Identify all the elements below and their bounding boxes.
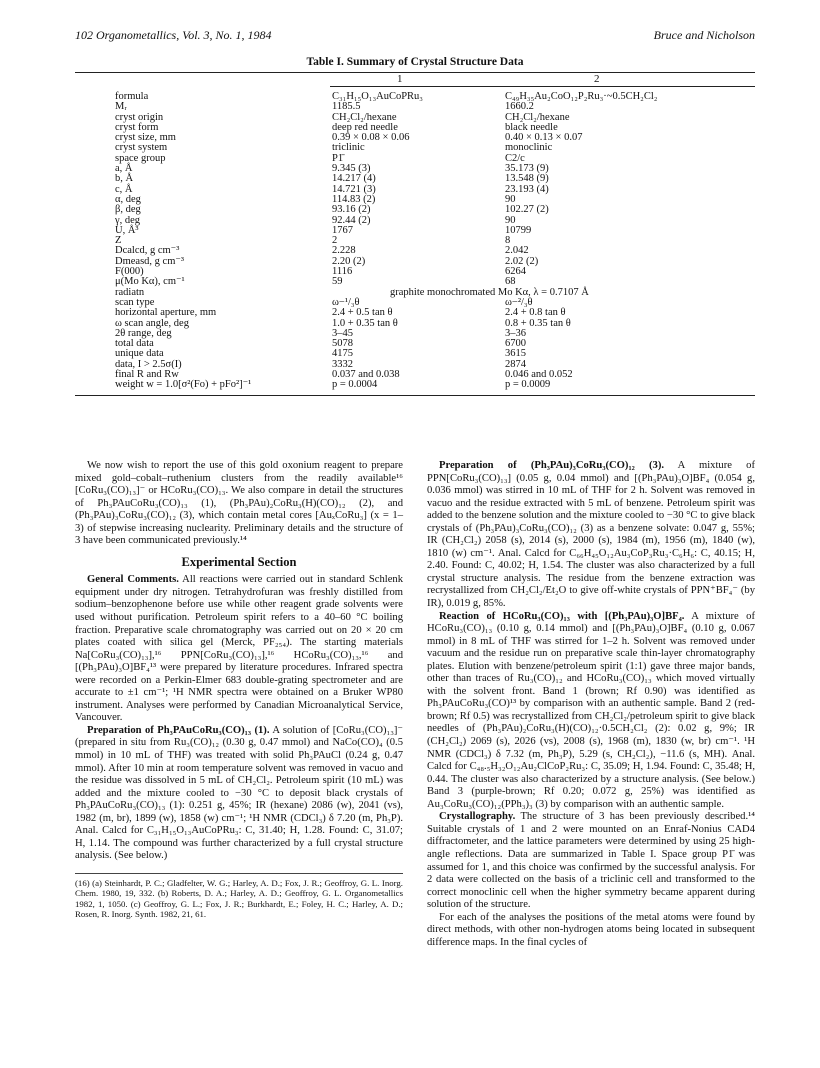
page-number: 102 Organometallics, Vol. 3, No. 1, 1984 [75, 28, 272, 42]
row-value-2: black needle [505, 121, 558, 133]
table-row [115, 319, 715, 329]
row-value-1: 1767 [332, 224, 353, 236]
row-value-2: 0.046 and 0.052 [505, 369, 573, 381]
row-value-1: ω−¹/₃θ [332, 296, 360, 308]
row-label: 2θ range, deg [115, 327, 172, 339]
row-value-1: 1.0 + 0.35 tan θ [332, 317, 398, 329]
row-value-2: 35.173 (9) [505, 163, 549, 175]
intro-paragraph: We now wish to report the use of this gold oxonium reagent to prepare mixed gold–cobalt–ruthenium clusters from the readily available¹⁶ [CoRu₃(CO)₁₃]⁻ or HCoRu₃(CO)₁₃. We also compare in detail the structures of Ph₃PAuCoRu₃(CO)₁₃ (1), (Ph₃PAu)₂CoRu₃(H)(CO)₁₂ (2), and (Ph₃PAu)₃CoRu₃(CO)₁₂ (3), which contain metal cores [AuₓCoRu₃] (x = 1–3) of stepwise increasing nuclearity. Preliminary details and the structure of 3 have been communicated previously.¹⁴ [75, 460, 403, 547]
row-value-2: 102.27 (2) [505, 204, 549, 216]
row-value-1: 3–45 [332, 327, 353, 339]
row-value-2: monoclinic [505, 142, 553, 154]
row-value-2: 13.548 (9) [505, 173, 549, 185]
table-row [115, 267, 715, 277]
row-label: ω scan angle, deg [115, 317, 189, 329]
section-heading: Experimental Section [181, 554, 297, 569]
row-label: μ(Mo Kα), cm⁻¹ [115, 276, 185, 288]
table-row [115, 216, 715, 226]
row-value-1: C₃₁H₁₅O₁₃AuCoPRu₃ [332, 91, 423, 102]
row-value-2: 2.042 [505, 245, 529, 257]
table-row [115, 246, 715, 256]
prep-1-heading: Preparation of Ph₃PAuCoRu₃(CO)₁₃ (1). [87, 724, 270, 736]
row-value-2: 6264 [505, 266, 526, 278]
row-label: cryst size, mm [115, 132, 176, 144]
table-row [115, 164, 715, 174]
row-label: radiatn [115, 286, 145, 298]
row-value-2: 68 [505, 276, 516, 288]
table-top-rule [75, 72, 755, 73]
row-label: γ, deg [115, 214, 141, 226]
row-value-1: 4175 [332, 348, 353, 360]
table-row [115, 113, 715, 123]
crystallography-paragraph [427, 811, 755, 911]
row-value-1: 93.16 (2) [332, 204, 371, 216]
column-header-1: 1 [397, 73, 403, 85]
row-label: formula [115, 91, 149, 102]
table-row [115, 133, 715, 143]
general-comments-paragraph [75, 574, 403, 725]
row-label: c, Å [115, 183, 133, 195]
row-label: Z [115, 235, 122, 247]
row-value-1: 2.20 (2) [332, 255, 366, 267]
row-label: horizontal aperture, mm [115, 307, 217, 319]
row-value-2: 90 [505, 193, 516, 205]
row-value-2: p = 0.0009 [505, 379, 551, 391]
table-caption: Table I. Summary of Crystal Structure Data [306, 56, 524, 68]
row-value-1: 1116 [332, 266, 353, 278]
row-label: cryst form [115, 121, 159, 133]
row-value-2: 6700 [505, 338, 526, 350]
row-value-1: 14.217 (4) [332, 173, 376, 185]
row-value-1: CH₂Cl₂/hexane [332, 111, 397, 123]
table-row [115, 92, 715, 102]
row-label: final R and Rw [115, 369, 179, 381]
row-value-1: 5078 [332, 338, 353, 350]
table-row [115, 185, 715, 195]
row-value-2: 3615 [505, 348, 526, 360]
row-value-2: 23.193 (4) [505, 183, 549, 195]
row-value-2: 1660.2 [505, 101, 534, 113]
table-row [115, 236, 715, 246]
final-paragraph: For each of the analyses the positions of the metal atoms were found by direct methods, with other non-hydrogen atoms being located in subsequent difference maps. In the final cycles of [427, 911, 755, 948]
table-bottom-rule [75, 395, 755, 396]
general-comments-heading: General Comments. [87, 574, 179, 586]
row-value-1: 2.4 + 0.5 tan θ [332, 307, 393, 319]
row-label: Dcalcd, g cm⁻³ [115, 245, 180, 257]
reaction-paragraph [427, 611, 755, 812]
row-label: cryst system [115, 142, 168, 154]
row-value-1: deep red needle [332, 121, 398, 133]
table-row [115, 102, 715, 112]
row-value-1: 114.83 (2) [332, 193, 376, 205]
footnote-text: (16) (a) Steinhardt, P. C.; Gladfelter, W. G.; Harley, A. D.; Fox, J. R.; Geoffroy, G. L. Inorg. Chem. 1980, 19, 332. (b) Roberts, D. A.; Harley, A. D.; Geoffroy, G. L. Organometallics 1982, 1, 1050. (c) Geoffroy, G. L.; Fox, J. R.; Burkhardt, E.; Foley, H. C.; Harley, A. D.; Rosen, R. Inorg. Synth. 1982, 21, 61. [75, 877, 403, 920]
prep-3-paragraph [427, 460, 755, 611]
row-value-1: 9.345 (3) [332, 163, 371, 175]
row-label: weight w = 1.0[σ²(Fo) + pFo²]⁻¹ [115, 379, 252, 391]
row-value-2: 0.40 × 0.13 × 0.07 [505, 132, 583, 144]
row-label: a, Å [115, 163, 133, 175]
table-row [115, 349, 715, 359]
row-value-1: P1̄ [332, 152, 344, 164]
row-label: α, deg [115, 193, 141, 205]
reaction-heading: Reaction of HCoRu₃(CO)₁₃ with [(Ph₃PAu)₃O]BF₄. [439, 610, 685, 622]
row-label: F(000) [115, 266, 144, 278]
row-value-1: triclinic [332, 142, 365, 154]
table-row [115, 380, 715, 390]
table-row [115, 195, 715, 205]
table-row [115, 174, 715, 184]
row-label: cryst origin [115, 111, 164, 123]
row-value-2: ω−²/₃θ [505, 296, 533, 308]
prep-1-text: A solution of [CoRu₃(CO)₁₃]⁻ (prepared in situ from Ru₃(CO)₁₂ (0.30 g, 0.47 mmol) and NaCo(CO)₄ (0.5 mmol) in 10 mL of THF) was treated with solid Ph₃PAuCl (0.24 g, 0.47 mmol). After 10 min at room temperature solvent was removed in vacuo and the residue was dissolved in 5 mL of CH₂Cl₂. Petroleum spirit (10 mL) was added and the mixture cooled to −30 °C to deposit black crystals of Ph₃PAuCoRu₃(CO)₁₃ (1): 0.251 g, 45%; IR (hexane) 2086 (w), 2041 (vs), 1982 (m, br), 1899 (w), 1858 (w) cm⁻¹; ¹H NMR (CDCl₃) δ 7.20 (m, Ph₃P). Anal. Calcd for C₃₁H₁₅O₁₃AuCoPRu₃: C, 31.40; H, 1.28. Found: C, 31.07; H, 1.14. The compound was further characterized by a full crystal structure analysis. (See below.) [75, 724, 404, 862]
row-label: Mᵣ [115, 101, 127, 113]
table-row [115, 257, 715, 267]
row-value-2: 2.02 (2) [505, 255, 539, 267]
row-value-1: 2 [332, 235, 338, 247]
row-value-1: 0.39 × 0.08 × 0.06 [332, 132, 410, 144]
row-value-1: 92.44 (2) [332, 214, 371, 226]
row-value-1: 3332 [332, 358, 353, 370]
row-value-2: CH₂Cl₂/hexane [505, 111, 570, 123]
table-row [115, 288, 715, 298]
row-value-2: C₄₉H₃₅Au₂CoO₁₂P₂Ru₃·~0.5CH₂Cl₂ [505, 91, 658, 102]
row-value-2: 2874 [505, 358, 526, 370]
column-header-rule [330, 86, 755, 87]
row-label: data, I > 2.5σ(I) [115, 358, 182, 370]
table-row [115, 329, 715, 339]
row-value-2: 2.4 + 0.8 tan θ [505, 307, 566, 319]
row-value-1: 1185.5 [332, 101, 361, 113]
row-value-2: 3–36 [505, 327, 526, 339]
prep-1-paragraph [75, 725, 403, 863]
row-value-1: 2.228 [332, 245, 356, 257]
row-label: total data [115, 338, 154, 350]
general-comments-text: All reactions were carried out in standard Schlenk equipment under dry nitrogen. Tetrahydrofuran was freshly distilled from sodium–benzophenone before use while other reagent grade solvents were used without purification. Petroleum spirit refers to a 40–60 °C boiling fraction. Preparative scale chromatography was carried out on 20 × 20 cm plates coated with silica gel (Merck, PF₂₅₄). The starting materials Na[CoRu₃(CO)₁₃],¹⁶ PPN[CoRu₃(CO)₁₃],¹⁶ HCoRu₃(CO)₁₃,¹⁶ and [(Ph₃PAu)₃O]BF₄¹³ were prepared by literature procedures. Infrared spectra were recorded on a Perkin-Elmer 683 double-grating spectrometer and are accurate to ±1 cm⁻¹; ¹H NMR spectra were obtained on a Bruker WP80 instrument. Analyses were performed by Canadian Microanalytical Service, Vancouver. [75, 574, 404, 724]
row-value-2: C2/c [505, 152, 525, 164]
row-value-2: 90 [505, 214, 516, 226]
row-label: unique data [115, 348, 164, 360]
table-row [115, 123, 715, 133]
prep-3-text: A mixture of PPN[CoRu₃(CO)₁₃] (0.05 g, 0.04 mmol) and [(Ph₃PAu)₃O]BF₄ (0.054 g, 0.036 mmol) was stirred in 10 mL of THF for 2 h. Solvent was removed in vacuo and the residue extracted with 5 mL of benzene. Petroleum spirit was added to the benzene solution and the mixture cooled to −30 °C to give black crystals of (Ph₃PAu)₃CoRu₃(CO)₁₂ (3) as a benzene solvate: 0.047 g, 55%; IR (CH₂Cl₂) 2058 (s), 2014 (s), 2000 (s), 1984 (m), 1956 (m), 1840 (w), 1810 (w) cm⁻¹. Anal. Calcd for C₆₆H₄₅O₁₂Au₃CoP₃Ru₃·C₆H₆: C, 40.15; H, 2.40. Found: C, 40.02; H, 1.54. The cluster was also characterized by a full crystal structure analysis. The residue from the benzene extraction was recrystallized from CH₂Cl₂/Et₂O to give off-white crystals of PPN⁺BF₄⁻ (by IR), 0.019 g, 85%. [427, 460, 755, 610]
column-header-2: 2 [594, 73, 600, 85]
crystallography-text: The structure of 3 has been previously described.¹⁴ Suitable crystals of 1 and 2 were mounted on an Enraf-Nonius CAD4 diffractometer, and the lattice parameters were determined by using 25 high-angle reflections. Data are summarized in Table I. Space group P1̄ was assumed for 1, and this choice was confirmed by the successful analysis. For 2 data were collected on the basis of a triclinic cell and transformed to the correct monoclinic cell when the higher symmetry became apparent during solution of the structure. [427, 811, 755, 911]
row-value-2: 0.8 + 0.35 tan θ [505, 317, 571, 329]
row-label: b, Å [115, 173, 134, 185]
row-value-1: p = 0.0004 [332, 379, 378, 391]
right-column [427, 460, 755, 949]
running-header [75, 28, 755, 44]
row-value-1: 0.037 and 0.038 [332, 369, 400, 381]
row-label: β, deg [115, 204, 141, 216]
crystallography-heading: Crystallography. [439, 811, 516, 823]
authors: Bruce and Nicholson [653, 28, 755, 42]
row-value-1: 59 [332, 276, 343, 288]
table-row [115, 205, 715, 215]
row-label: space group [115, 152, 166, 164]
row-value-2: 8 [505, 235, 511, 247]
table-row [115, 308, 715, 318]
row-value-span: graphite monochromated Mo Kα, λ = 0.7107 Å [390, 286, 589, 298]
row-value-2: 10799 [505, 224, 532, 236]
footnote [75, 873, 403, 920]
table-row [115, 360, 715, 370]
row-value-1: 14.721 (3) [332, 183, 376, 195]
row-label: Dmeasd, g cm⁻³ [115, 255, 185, 267]
table-row [115, 154, 715, 164]
left-column [75, 460, 403, 920]
table-row [115, 226, 715, 236]
table-row [115, 339, 715, 349]
table-row [115, 143, 715, 153]
reaction-text: A mixture of HCoRu₃(CO)₁₃ (0.10 g, 0.14 mmol) and [(Ph₃PAu)₃O]BF₄ (0.10 g, 0.067 mmol) in 8 mL of THF was stirred for 1–2 h. Solvent was removed under vacuum and the residue run on preparative scale thin-layer chromatography plates. Elution with benzene/petroleum spirit (1:1) gave three major bands, other than traces of Ru₃(CO)₁₂ and HCoRu₃(CO)₁₃ which moved virtually with the solvent front. Band 1 (brown; Rf 0.90) was identified as Ph₃PAuCoRu₃(CO)¹³ by comparison with an authentic sample. Band 2 (red-brown; Rf 0.5) was recrystallized from CH₂Cl₂/petroleum spirit to give black needles of (Ph₃PAu)₂CoRu₃(H)(CO)₁₂·0.5CH₂Cl₂ (2): 0.02 g, 9%; IR (CH₂Cl₂) 2069 (s), 2026 (vs), 2008 (s), 1968 (m), 1830 (w, br) cm⁻¹. ¹H NMR (CDCl₃) δ 7.32 (m, Ph₃P), 5.29 (s, CH₂Cl₂), −11.6 (s, MH). Anal. Calcd for C₄₈.₅H₃₂O₁₂Au₂ClCoP₂Ru₃: C, 35.09; H, 1.94. Found: C, 35.48; H, 0.44. The cluster was also characterized by a structure analysis. (See below.) Band 3 (purple-brown; Rf 0.20; 0.072 g, 25%) was identified as Au₃CoRu₃(CO)₁₂(PPh₃)₃ (3) by comparison with an authentic sample. [427, 610, 755, 810]
prep-3-heading: Preparation of (Ph₃PAu)₃CoRu₃(CO)₁₂ (3). [439, 460, 665, 471]
crystal-data-table [115, 92, 715, 391]
row-label: scan type [115, 296, 155, 308]
row-label: U, Å³ [115, 224, 139, 236]
